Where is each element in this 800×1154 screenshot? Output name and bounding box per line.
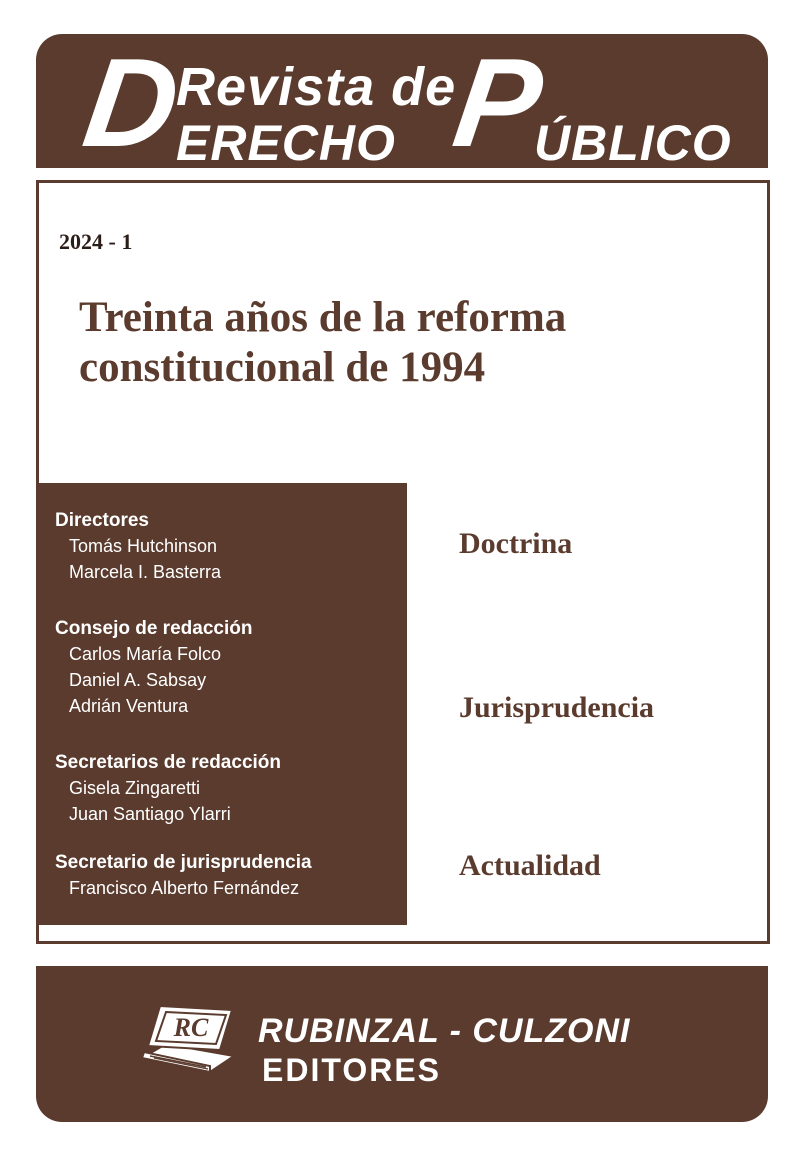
section-doctrina: Doctrina — [459, 527, 573, 560]
credits-name: Juan Santiago Ylarri — [69, 804, 231, 824]
issue-title — [79, 293, 759, 393]
credits-list — [55, 641, 252, 719]
credits-panel — [39, 483, 407, 925]
credits-group-consejo — [55, 617, 252, 719]
credits-group-secretarios — [55, 751, 281, 827]
masthead — [36, 32, 768, 173]
masthead-initial-d: D — [76, 32, 187, 173]
publisher-subtitle: EDITORES — [262, 1052, 441, 1088]
book-logo-icon — [136, 1000, 240, 1076]
credits-heading: Secretario de jurisprudencia — [55, 852, 312, 873]
credits-name: Gisela Zingaretti — [69, 778, 201, 798]
issue-title-line-2: constitucional de 1994 — [79, 344, 486, 391]
section-actualidad: Actualidad — [459, 849, 601, 882]
credits-name: Francisco Alberto Fernández — [69, 878, 300, 898]
credits-group-directores — [55, 509, 221, 585]
credits-name: Tomás Hutchinson — [69, 536, 218, 556]
credits-list — [55, 533, 221, 585]
credits-name: Carlos María Folco — [69, 644, 222, 664]
masthead-publico: ÚBLICO — [534, 115, 732, 171]
issue-title-line-1: Treinta años de la reforma — [79, 294, 567, 341]
logo-monogram: RC — [173, 1013, 209, 1042]
credits-list — [55, 875, 312, 901]
issue-number: 2024 - 1 — [59, 229, 133, 254]
publisher-footer — [36, 966, 768, 1122]
cover-frame — [36, 180, 770, 944]
section-jurisprudencia: Jurisprudencia — [459, 691, 655, 724]
credits-heading: Consejo de redacción — [55, 618, 253, 639]
credits-name: Marcela I. Basterra — [69, 562, 222, 582]
credits-heading: Secretarios de redacción — [55, 752, 281, 773]
publisher-name: RUBINZAL - CULZONI — [258, 1012, 631, 1050]
credits-heading: Directores — [55, 510, 149, 531]
credits-list — [55, 775, 281, 827]
masthead-initial-p: P — [446, 32, 551, 173]
credits-name: Daniel A. Sabsay — [69, 670, 207, 690]
credits-name: Adrián Ventura — [69, 696, 189, 716]
masthead-derecho: ERECHO — [176, 115, 396, 171]
credits-group-jurisprudencia — [55, 851, 312, 901]
publisher-logo — [136, 1000, 240, 1081]
masthead-revista: Revista de — [176, 57, 457, 117]
